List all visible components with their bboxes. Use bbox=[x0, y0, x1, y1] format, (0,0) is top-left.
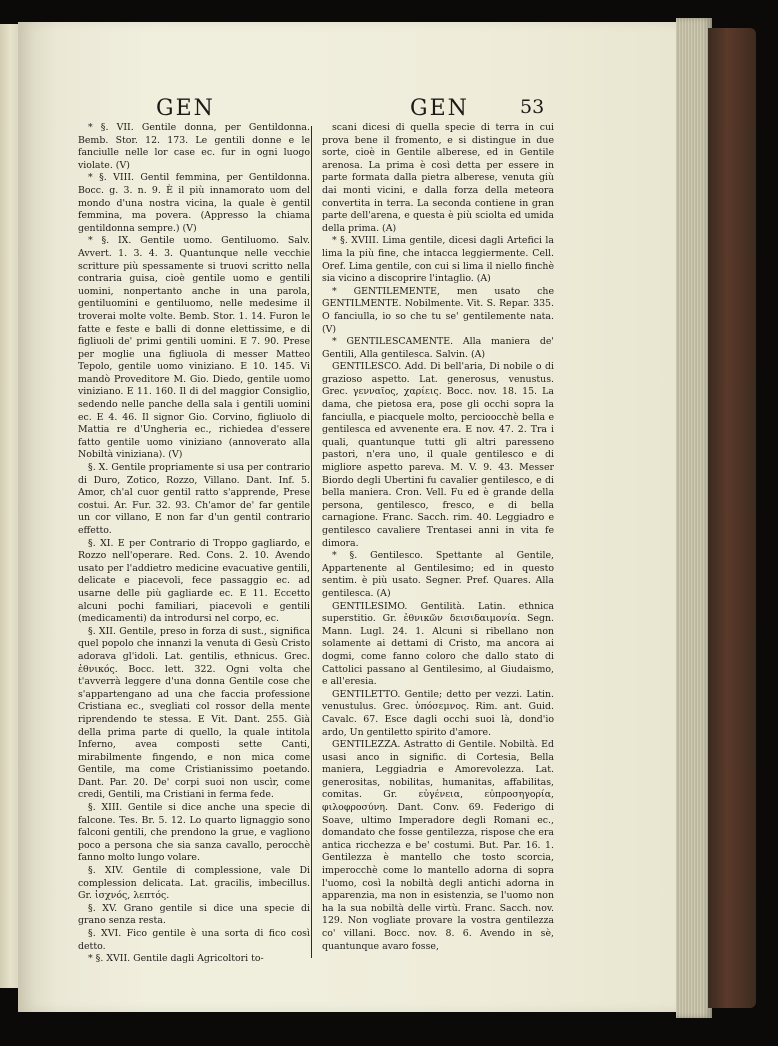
dictionary-entry bbox=[322, 601, 554, 689]
dictionary-entry bbox=[78, 122, 310, 172]
entry-text: Gentile dagli Agricoltori to- bbox=[133, 953, 264, 965]
entry-text: Gentilità. Latin. ethnica superstitio. Gr. ἐθνικῶν δεισιδαιμονία. Segn. Mann. Lugl. 24. 1. Alcuni si ribellano non solamente ai dettami di Cristo, ma ancora ai dogmi, come fanno coloro che dallo stato di Cattolici passano al Gentilesimo, al Giudaismo, e all'eresia. bbox=[322, 600, 554, 688]
entry-headword: * §. XVIII. bbox=[332, 235, 379, 247]
entry-text: Gentilesco. Spettante al Gentile, Appartenente al Gentilesimo; ed in questo sentim. è più usato. Segner. Pref. Quares. Alla gentilesca. (A) bbox=[322, 550, 554, 599]
entry-headword: §. XIII. bbox=[88, 802, 123, 814]
entry-headword: §. XI. bbox=[88, 537, 114, 549]
entry-text: Astratto di Gentile. Nobiltà. Ed usasi anco in signific. di Cortesia, Bella maniera, Leggiadria e Amorevolezza. Lat. generositas, nobilitas, humanitas, affabilitas, comitas. Gr. εὐγένεια, εὐπροσηγορία, φιλοφροσύνη. Dant. Conv. 69. Federigo di Soave, ultimo Imperadore degli Romani ec., domandato che fosse gentilezza, rispose che era antica ricchezza e be' costumi. But. Par. 16. 1. Gentilezza è mantello che tosto scorcia, imperocchè come lo mantello adorna di sopra l'uomo, così la nobiltà degli antichi adorna in apparenzia, ma non in esistenzia, se l'uomo non ha la sua nobiltà delle virtù. Franc. Sacch. nov. 129. Non vogliate provare la vostra gentilezza co' villani. Bocc. nov. 8. 6. Avendo in sè, quantunque avaro fosse, bbox=[322, 739, 554, 952]
entry-headword: §. XII. bbox=[88, 625, 116, 637]
entry-text: Grano gentile si dice una specie di grano senza resta. bbox=[78, 902, 310, 927]
dictionary-entry bbox=[78, 928, 310, 953]
entry-text: Gentile, preso in forza di sust., significa quel popolo che innanzi la venuta di Gesù Cristo adorava gl'idoli. Lat. gentilis, ethnicus. Grec. ἐθνικός. Bocc. lett. 322. Ogni volta che t'avverrà leggere d'una donna Gentile cose che s'appartengano ad una che faccia professione Cristiana ec., svegliati col rossor della mente riprendendo te stessa. E Vit. Dant. 255. Già della prima parte di quello, la quale intitola Inferno, avea composti sette Canti, mirabilmente fingendo, e non mica come Gentile, ma come Cristianissimo poetando. Dant. Par. 20. De' corpi suoi non uscìr, come credi, Gentili, ma Cristiani in ferma fede. bbox=[78, 625, 310, 801]
entry-text: Gentile di complessione, vale Di complession delicata. Lat. gracilis, imbecillus. Gr. ἰσχνός, λεπτός. bbox=[78, 865, 310, 902]
entry-text: Gentile; detto per vezzi. Latin. venustulus. Grec. ὑπόσεμνος. Rim. ant. Guid. Cavalc. 67. Esce dagli occhi suoi là, dond'io ardo, Un gentiletto spirito d'amore. bbox=[322, 688, 554, 738]
dictionary-entry bbox=[78, 538, 310, 626]
entry-headword: * §. bbox=[332, 550, 358, 562]
page-edges bbox=[676, 18, 712, 1018]
dictionary-entry bbox=[78, 172, 310, 235]
entry-headword: §. XVI. bbox=[88, 928, 122, 939]
entry-text: E per Contrario di Troppo gagliardo, e Rozzo nell'operare. Red. Cons. 2. 10. Avendo usato per l'addietro medicine evacuative gentili, delicate e piacevoli, fece passaggio ec. ad usarne delle più gagliarde ec. E 11. Eccetto alcuni pochi familiari, piacevoli e gentili (medicamenti) da introdursi nel corpo, ec. bbox=[78, 537, 310, 625]
entry-text: Fico gentile è una sorta di fico così detto. bbox=[78, 928, 310, 952]
dictionary-entry bbox=[78, 865, 310, 903]
entry-headword: * §. IX. bbox=[88, 235, 132, 247]
right-running-head: GEN bbox=[410, 96, 469, 121]
column-divider bbox=[311, 126, 312, 958]
dictionary-entry bbox=[322, 361, 554, 550]
entry-headword: GENTILESCO. bbox=[332, 361, 402, 373]
dictionary-entry bbox=[322, 122, 554, 235]
left-text-column bbox=[78, 122, 310, 982]
book-cover bbox=[708, 28, 756, 1008]
entry-text: Lima gentile, dicesi dagli Artefici la lima la più fine, che intacca leggiermente. Cell. Oref. Lima gentile, con cui si lima il niello finchè sia vicino a discoprire l'intaglio. (A) bbox=[322, 235, 554, 285]
entry-text: Add. Di bell'aria, Di nobile o di grazioso aspetto. Lat. generosus, venustus. Grec. γενναῖος, χαρίεις. Bocc. nov. 18. 15. La dama, che pietosa era, pose gli occhi sopra la fanciulla, e piacquele molto, percioocchè bella e gentilesca ed avvenente era. E nov. 47. 2. Tra i quali, quantunque tutti gli altri paresseno pastori, n'era uno, il quale gentilesco e di migliore aspetto pareva. M. V. 9. 43. Messer Biordo degli Ubertini fu cavalier gentilesco, e di bella maniera. Cron. Vell. Fu ed è grande della persona, gentilesco, fresco, e di bella carnagione. Franc. Sacch. rim. 40. Leggiadro e gentilesco cavaliere Trentasei anni in vita fe dimora. bbox=[322, 361, 554, 549]
entry-headword: * GENTILESCAMENTE. bbox=[332, 336, 454, 348]
entry-text: Gentil femmina, per Gentildonna. Bocc. g. 3. n. 9. È il più innamorato uom del mondo d'una nostra vicina, la quale è gentil femmina, ma povera. (Appresso la chiama gentildonna sempre.) (V) bbox=[78, 172, 310, 234]
dictionary-entry bbox=[322, 550, 554, 600]
entry-text: men usato che GENTILMENTE. Nobilmente. Vit. S. Repar. 335. O fanciulla, io so che tu se' gentilemente nata. (V) bbox=[322, 285, 554, 335]
entry-headword: §. XV. bbox=[88, 902, 118, 914]
entry-headword: * §. VII. bbox=[88, 122, 134, 133]
dictionary-entry bbox=[78, 235, 310, 462]
entry-text: scani dicesi di quella specie di terra in cui prova bene il fromento, e si distingue in due sorte, cioè in Gentile alberese, ed in Gentile arenosa. La prima è così detta per essere in parte formata dalla pietra alberese, venuta giù dai monti vicini, e dalla forza della meteora convertita in terra. La seconda contiene in gran parte dell'arena, e questa è più sciolta ed umida della prima. (A) bbox=[322, 122, 554, 234]
dictionary-entry bbox=[322, 739, 554, 953]
right-text-column bbox=[322, 122, 554, 982]
entry-headword: §. XIV. bbox=[88, 865, 124, 877]
entry-headword: GENTILETTO. bbox=[332, 688, 401, 700]
dictionary-entry bbox=[78, 802, 310, 865]
entry-headword: GENTILEZZA. bbox=[332, 739, 401, 751]
page-number: 53 bbox=[520, 96, 545, 118]
entry-text: Gentile si dice anche una specie di falcone. Tes. Br. 5. 12. Lo quarto lignaggio sono falconi gentili, che prendono la grue, e vagliono poco a persona che sia sanza cavallo, perocchè fanno molto lungo volare. bbox=[78, 802, 310, 864]
dictionary-entry bbox=[78, 462, 310, 538]
book-page bbox=[18, 22, 678, 1012]
dictionary-entry bbox=[322, 235, 554, 285]
dictionary-entry bbox=[78, 903, 310, 928]
entry-text: Gentile propriamente si usa per contrario di Duro, Zotico, Rozzo, Villano. Dant. Inf. 5. Amor, ch'al cuor gentil ratto s'apprende, Prese costui. Ar. Fur. 32. 93. Ch'amor de' far gentile un cor villano, E non far d'un gentil contrario effetto. bbox=[78, 462, 310, 536]
dictionary-entry bbox=[78, 953, 310, 966]
dictionary-entry bbox=[322, 286, 554, 336]
dictionary-entry bbox=[322, 336, 554, 361]
entry-text: Gentile donna, per Gentildonna. Bemb. Stor. 12. 173. Le gentili donne e le fanciulle nelle lor case ec. fur in ogni luogo violate. (V) bbox=[78, 122, 310, 171]
entry-headword: * §. XVII. bbox=[88, 953, 131, 965]
entry-text: Alla maniera de' Gentili, Alla gentilesca. Salvin. (A) bbox=[322, 336, 554, 360]
entry-text: Gentile uomo. Gentiluomo. Salv. Avvert. 1. 3. 4. 3. Quantunque nelle vecchie scritture più spessamente si truovi scritto nella contraria guisa, cioè gentile uomo e gentili uomini, nonpertanto anche in una parola, gentiluomini e gentiluomo, nelle medesime il troverai molte volte. Bemb. Stor. 1. 14. Furon le fatte e feste e balli di donne elettissime, e di figliuoli de' primi gentili uomini. E 7. 90. Prese per moglie una figliuola di messer Matteo Tepolo, gentile uomo viniziano. E 10. 145. Vi mandò Proveditore M. Gio. Diedo, gentile uomo viniziano. E 11. 160. Il di del maggior Consiglio, sedendo nelle panche della sala i gentili uomini ec. E 4. 46. Il signor Gio. Corvino, figliuolo di Mattia re d'Ungheria ec., richiedea d'essere fatto gentile uomo viniziano (annoverato alla Nobiltà viniziana). (V) bbox=[78, 235, 310, 461]
entry-headword: * §. VIII. bbox=[88, 172, 135, 184]
dictionary-entry bbox=[78, 626, 310, 802]
left-running-head: GEN bbox=[156, 96, 215, 121]
entry-headword: GENTILESIMO. bbox=[332, 600, 408, 612]
entry-headword: * GENTILEMENTE, bbox=[332, 285, 440, 297]
dictionary-entry bbox=[322, 689, 554, 739]
entry-headword: §. X. bbox=[88, 462, 109, 474]
